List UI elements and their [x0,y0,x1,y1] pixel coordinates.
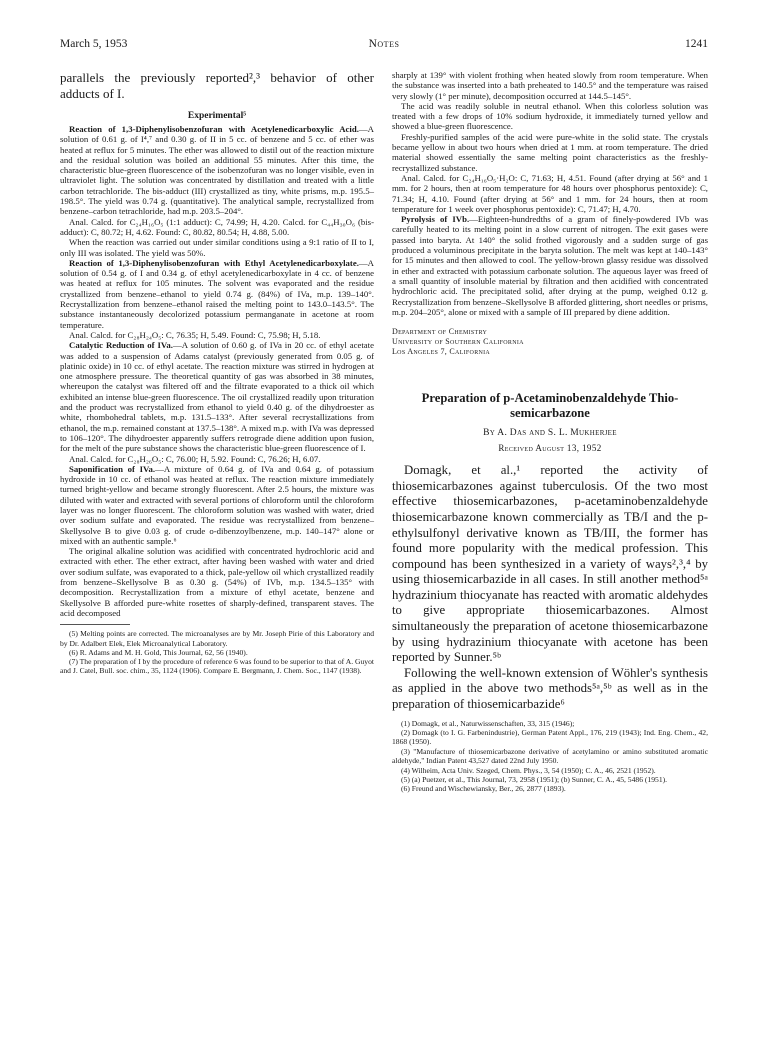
running-header [60,38,708,56]
reference-item: (4) Wilheim, Acta Univ. Szeged, Chem. Phys., 3, 54 (1950); C. A., 46, 2521 (1952). [401,765,656,775]
paragraph-text: —A solution of 0.54 g. of I and 0.34 g. of ethyl acetylenedicarboxylate in 4 cc. of benzene was heated at reflux for 105 minutes. The solvent was evaporated and the residue crystallized from benzene–ethanol to yield 0.74 g. (84%) of IVa, m.p. 139–140°. Recrystallization from benzene–ethanol raised the melting point to 143.0–143.5°. The substance instantaneously decolorized potassium permanganate in acetone at room temperature. [60,257,374,330]
analysis-paragraph: Anal. Calcd. for C₂₈H₂₄O₅: C, 76.35; H, 5.49. Found: C, 75.98; H, 5.18. [69,329,321,340]
experimental-paragraph-1 [60,124,374,217]
article-body-paragraph: Following the well-known extension of Wöhler's synthesis as applied in the above two methods⁵ᵃ,⁵ᵇ as well as in the preparation of thiosemicarbazide⁶ [392,665,708,712]
left-column [60,70,374,676]
reference-item: (2) Domagk (to I. G. Farbenindustrie), German Patent Appl., 176, 219 (1943); Ind. Eng. Chem., 42, 1868 (1950). [392,728,708,747]
body-paragraph: The acid was readily soluble in neutral ethanol. When this colorless solution was treated with a few drops of 10% sodium hydroxide, it immediately turned yellow and showed a blue-green fluorescence. [392,100,708,132]
article-title-line: semicarbazone [510,406,590,421]
paragraph-text: —Eighteen-hundredths of a gram of finely-powdered IVb was carefully heated to its melting point in a slow current of nitrogen. The exit gases were passed into baryta. At 140° the solid frothed vigorously and a sudden surge of gas produced a voluminous precipitate in the baryta solution. The melt was kept at 140–143° for 15 minutes and then allowed to cool. The yellow-brown glassy residue was dissolved in ether and extracted with potassium carbonate solution. The aqueous layer was freed of a small quantity of insoluble material by filtration and then acidified with concentrated hydrochloric acid. The precipitated solid, after drying at the pump, weighed 0.12 g. Recrystallization from benzene–Skellysolve B afforded glittering, short needles or prisms, m.p. 204–205°, alone or mixed with a sample of III prepared by diene addition. [392,214,708,317]
reference-item: (1) Domagk, et al., Naturwissenschaften, 33, 315 (1946); [401,718,575,728]
header-section: Notes [368,38,400,50]
paragraph-text: —A solution of 0.61 g. of I⁴,⁷ and 0.30 g. of II in 5 cc. of benzene and 5 cc. of ether was heated at reflux for 5 minutes. The ether was allowed to distil out of the reaction mixture and the residual solution was boiled an additional 55 minutes. After this time, the characteristic blue-green fluorescence of the isobenzofuran was no longer visible, even in ultraviolet light. The solution was concentrated by distillation and treated with a little carbon tetrachloride. The bis-adduct (III) crystallized as tiny, white prisms, m.p. 195.5–198.5°. The yield was 0.74 g. (quantitative). The analytical sample, recrystallized from benzene–carbon tetrachloride, had m.p. 203.5–204°. [60,124,374,217]
reference-item: (3) "Manufacture of thiosemicarbazone derivative of acetylamino or amino substituted aromatic aldehyde," Indian Patent 43,527 dated 22nd July 1950. [392,746,708,766]
footnote-divider [60,624,130,625]
paragraph-title: Catalytic Reduction of IVa. [69,340,173,351]
affiliation-line: Department of Chemistry [392,327,488,337]
paragraph-text: —A solution of 0.60 g. of IVa in 20 cc. of ethyl acetate was added to a suspension of Adams catalyst (previously generated from 0.05 g. of platinic oxide) in 10 cc. of ethyl acetate. The reaction mixture was stirred in hydrogen at one atmosphere pressure. The theoretical quantity of gas was absorbed in 38 minutes, whereupon the catalyst was filtered off and the filtrate evaporated to a thick oil which exhibited an intense blue-green fluorescence. The oil crystallized readily upon trituration and the product was recrystallized from ethanol to yield 0.40 g. of the dihydroester as white, rhombohedral tablets, m.p. 131.5–133°. After several recrystallizations from ethanol, the m.p. remained constant at 137.5–138°. A mixed m.p. with IVa was depressed to 106–120°. The dihydroester apparently suffers retrograde diene addition upon fusion, for the melt of the pure substance shows the characteristic blue-green fluorescence of I. [60,340,374,454]
experimental-heading: Experimental⁵ [187,111,247,121]
experimental-paragraph-4 [60,340,374,453]
paragraph-title: Saponification of IVa. [69,463,156,474]
article-title [392,391,708,421]
footnote-5: (5) Melting points are corrected. The microanalyses are by Mr. Joseph Pirie of this Laboratory and by Dr. Adalbert Elek, Elek Microanalytical Laboratory. [60,629,374,648]
article-authors: By A. Das and S. L. Mukherjee [483,428,617,439]
affiliation-line: University of Southern California [392,337,524,347]
paragraph-title: Reaction of 1,3-Diphenylisobenzofuran with Ethyl Acetylenedicarboxylate. [69,257,359,268]
body-paragraph: When the reaction was carried out under similar conditions using a 9:1 ratio of II to I, only III was isolated. The yield was 50%. [60,237,374,258]
body-paragraph: sharply at 139° with violent frothing when heated slowly from room temperature. When the substance was inserted into a bath preheated to 140.5° and the temperature was raised very slowly (1° per minute), decomposition occurred at 144.5–145°. [392,70,708,101]
lead-paragraph: parallels the previously reported²,³ behavior of other adducts of I. [60,70,374,101]
header-page-number: 1241 [685,38,708,50]
experimental-paragraph-pyrolysis [392,214,708,317]
experimental-paragraph-3 [60,258,374,330]
article-body-paragraph: Domagk, et al.,¹ reported the activity of thiosemicarbazones against tuberculosis. Of the two most effective thiosemicarbazones, p-acetaminobenzaldehyde thiosemicarbazone known commercially as TB/I and the p-ethylsulfonyl derivative known as TB/III, the former has found more popularity with the medical profession. This compound has been synthesized in a variety of ways²,³,⁴ by using thiosemicarbazide in all cases. In still another method⁵ᵃ hydrazinium thiocyanate has reacted with aromatic aldehydes to give appropriate thiosemicarbazones. Almost simultaneously the preparation of acetone thiosemicarbazone by using hydrazinium thiocyanate with acetone has been reported by Sunner.⁵ᵇ [392,463,708,665]
analysis-paragraph: Anal. Calcd. for C₂₄H₁₆O₅ (1:1 adduct): C, 74.99; H, 4.20. Calcd. for C₄₄H₃₀O₆ (bis-adduct): C, 80.72; H, 4.62. Found: C, 80.82, 80.54; H, 4.88, 5.00. [60,216,374,237]
paragraph-title: Reaction of 1,3-Diphenylisobenzofuran with Acetylenedicarboxylic Acid. [69,124,359,134]
paragraph-text: —A mixture of 0.64 g. of IVa and 0.64 g. of potassium hydroxide in 10 cc. of ethanol was heated at reflux. The reaction mixture immediately turned bright-yellow and became strongly fluorescent. After 2.5 hours, the mixture was diluted with water and extracted with several portions of chloroform until the chloroform layer was no longer fluorescent. The chloroform solution was washed with water, dried over sodium sulfate and evaporated. The residue was recrystallized from benzene–Skellysolve B to give 0.03 g. of crude o-dibenzoylbenzene, m.p. 140–147° alone or mixed with an authentic sample.⁶ [60,463,374,546]
footnote-7: (7) The preparation of I by the procedure of reference 6 was found to be superior to that of A. Guyot and J. Catel, Bull. soc. chim., 35, 1124 (1906). Compare E. Bergmann, J. Chem. Soc., 1147 (1938). [60,657,374,676]
body-paragraph: The original alkaline solution was acidified with concentrated hydrochloric acid and extracted with ether. The ether extract, after having been washed with water and dried over sodium sulfate, was evaporated to a thick, pale-yellow oil which crystallized readily from benzene–Skellysolve B as 0.30 g. (54%) of IVb, m.p. 134.5–135° with decomposition. Recrystallization from a mixture of ethyl acetate, benzene and Skellysolve B afforded pure-white rosettes of sharply-defined, transparent staves. The acid decomposed [60,546,374,618]
author-affiliation [392,327,708,357]
right-column [392,70,708,794]
header-date: March 5, 1953 [60,38,128,50]
body-paragraph: Freshly-purified samples of the acid were pure-white in the solid state. The crystals became yellow in about two hours when dried at 1 mm. at room temperature. The dried material showed essentially the same melting point characteristics as the freshly-recrystallized substance. [392,131,708,173]
reference-item: (6) Freund and Wischewiansky, Ber., 26, 2877 (1893). [401,784,566,794]
reference-list [392,719,708,794]
reference-item: (5) (a) Puetzer, et al., This Journal, 73, 2958 (1951); (b) Sunner, C. A., 45, 5486 (1951). [401,775,668,785]
footnote-6: (6) R. Adams and M. H. Gold, This Journal, 62, 56 (1940). [69,647,248,657]
affiliation-line: Los Angeles 7, California [392,347,491,357]
received-date: Received August 13, 1952 [498,443,602,454]
analysis-paragraph: Anal. Calcd. for C₂₈H₂₆O₅: C, 76.00; H, 5.92. Found: C, 76.26; H, 6.07. [69,453,321,464]
paragraph-title: Pyrolysis of IVb. [401,214,470,225]
experimental-paragraph-5 [60,464,374,546]
analysis-paragraph: Anal. Calcd. for C₂₄H₁₆O₅·H₂O: C, 71.63; H, 4.51. Found (after drying at 56° and 1 mm. for 2 hours, then at room temperature for 48 hours over phosphorus pentoxide): C, 71.34; H, 4.10. Found (after drying at 56° and 1 mm. for 24 hours, then at room temperature for 1 week over phosphorus pentoxide): C, 71.47; H, 4.70. [392,172,708,214]
article-title-line: Preparation of p-Acetaminobenzaldehyde Thio- [421,391,679,406]
